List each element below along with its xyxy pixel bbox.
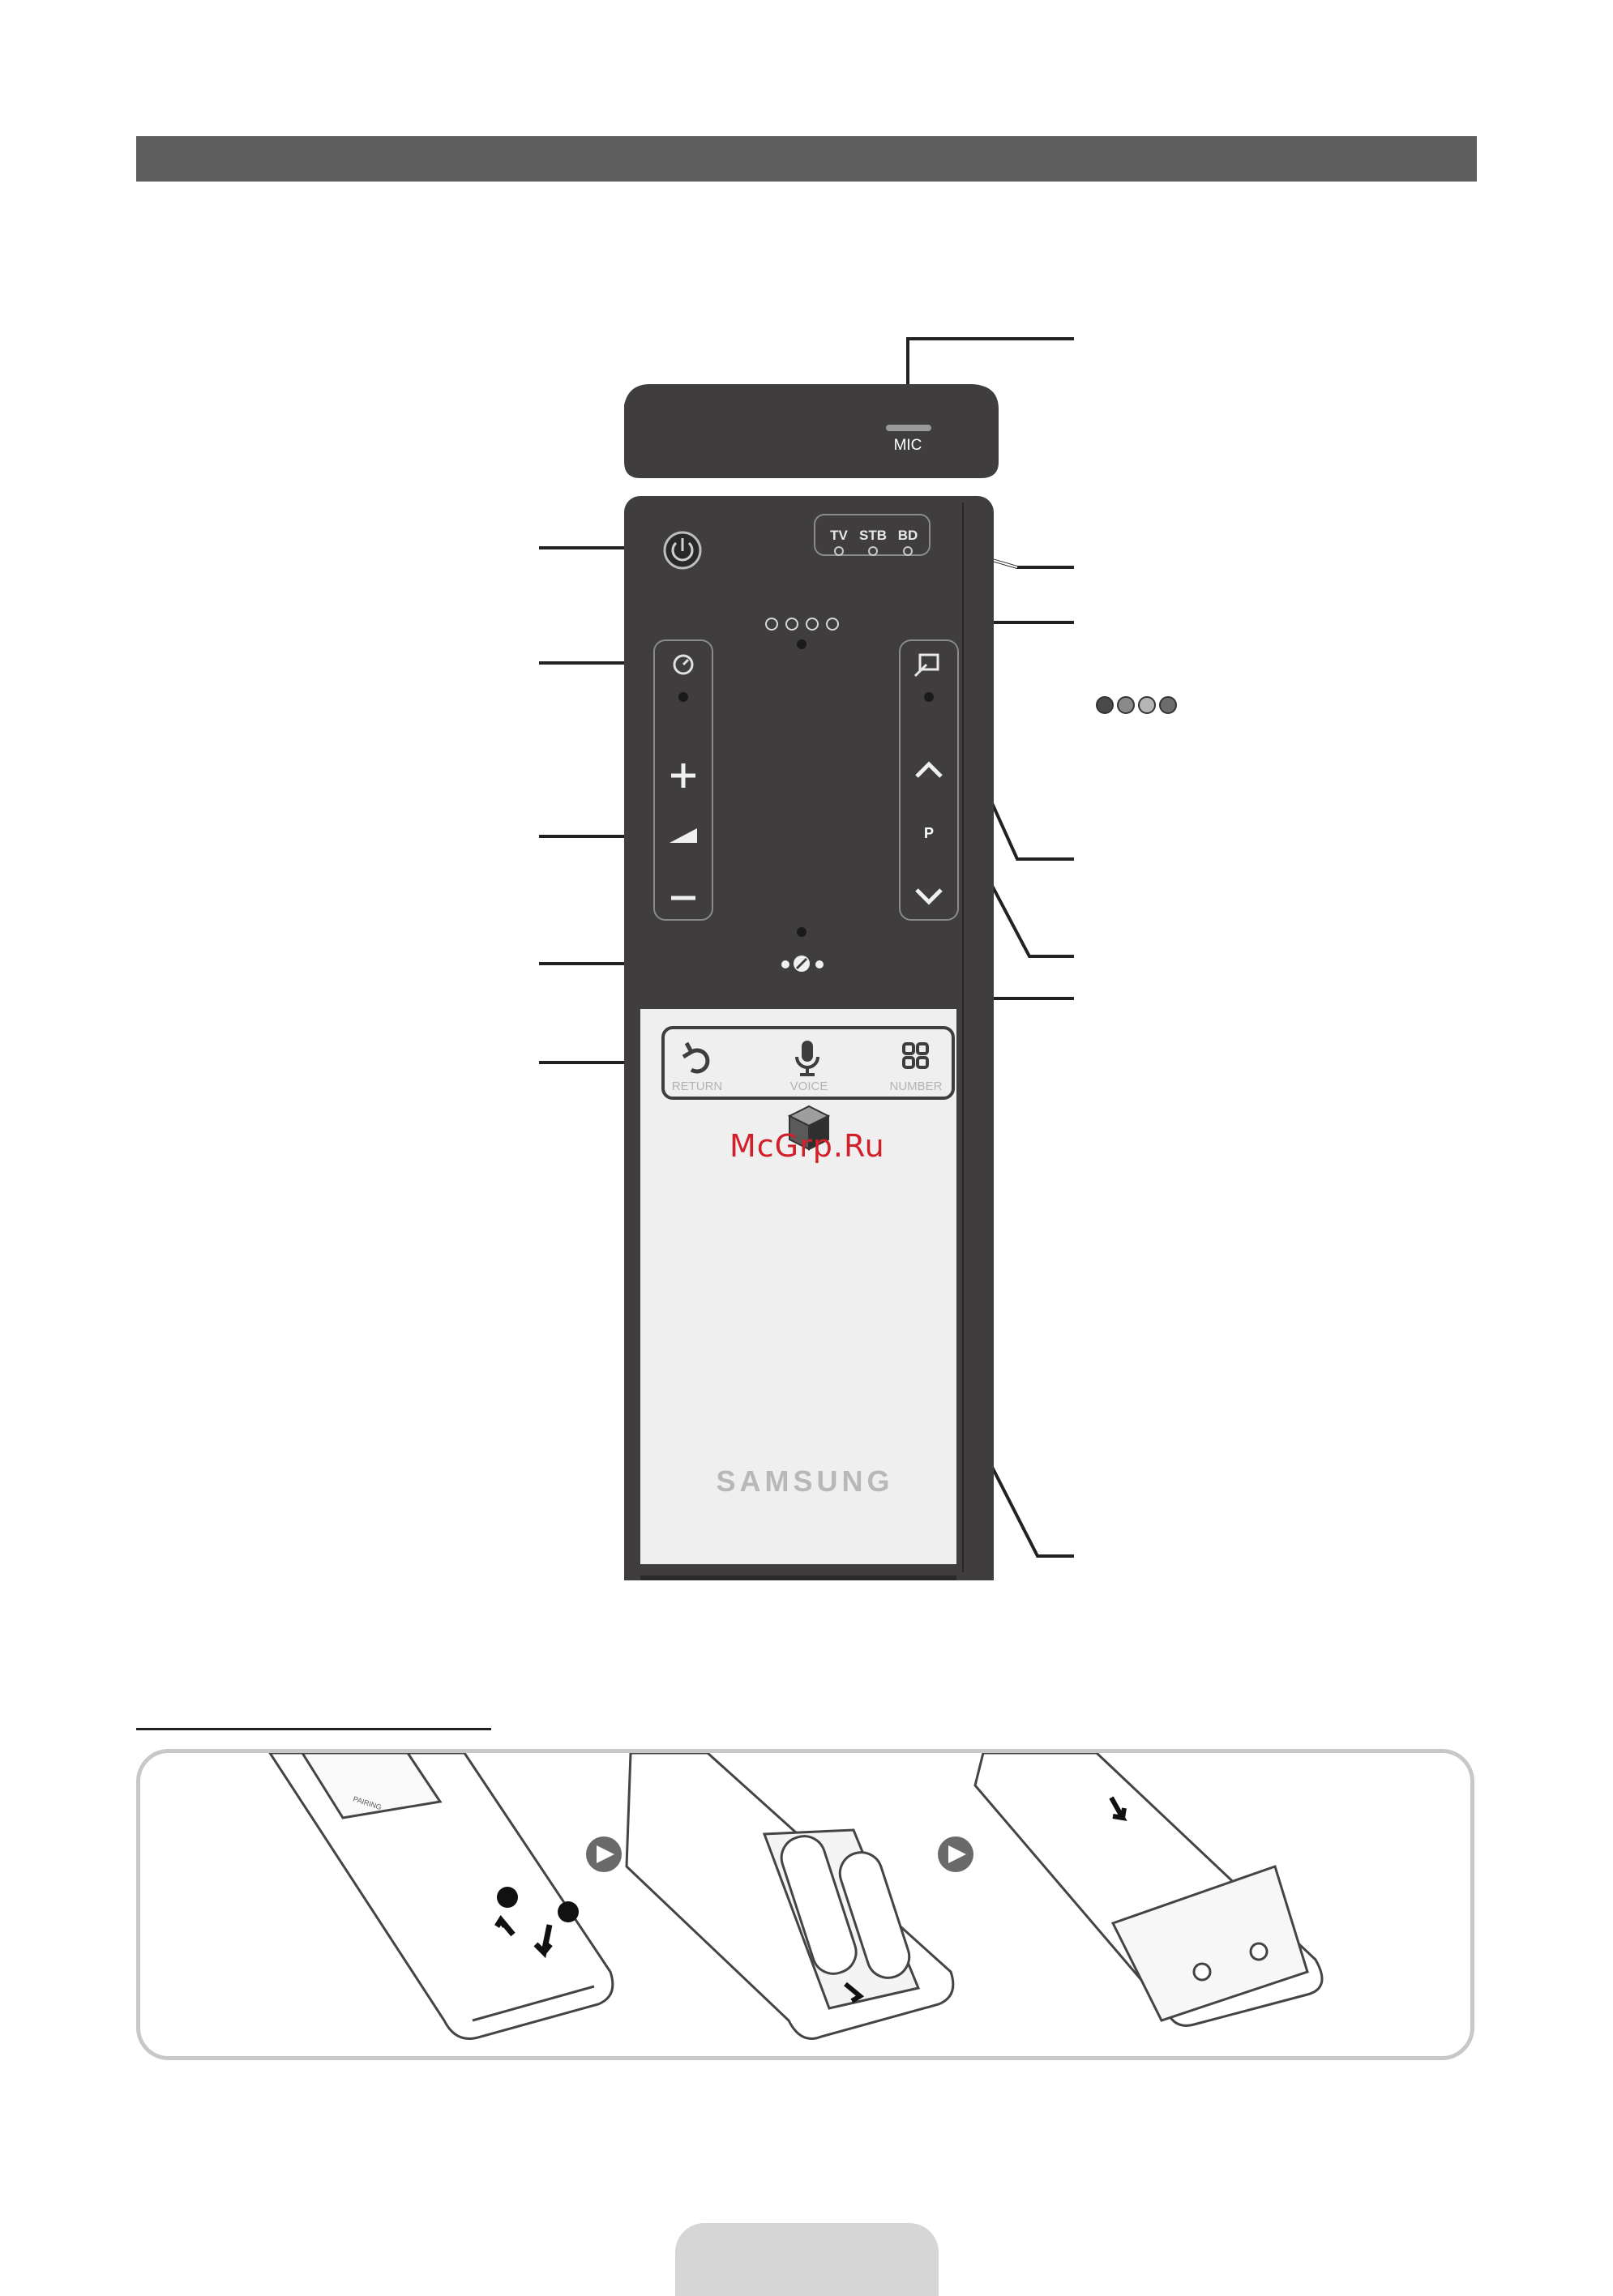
section-divider xyxy=(136,1728,491,1730)
remote-top-cap xyxy=(624,384,999,478)
step-marker-2 xyxy=(558,1901,579,1922)
step-marker-1 xyxy=(497,1887,518,1908)
step1-remote-illustration xyxy=(270,1753,613,2039)
battery-steps-illustration xyxy=(140,1753,1470,2056)
led-label-bd: BD xyxy=(897,528,918,543)
next-step-icon-2 xyxy=(938,1836,973,1872)
mic-label: MIC xyxy=(893,437,922,454)
watermark-text: McGrp.Ru xyxy=(729,1128,885,1164)
step3-remote-illustration xyxy=(975,1753,1322,2025)
number-label: NUMBER xyxy=(889,1080,943,1093)
led-label-stb: STB xyxy=(859,528,887,543)
brand-logo: SAMSUNG xyxy=(716,1464,894,1498)
step2-remote-illustration xyxy=(627,1753,953,2039)
pairing-label: PAIRING xyxy=(352,1794,383,1812)
channel-label: P xyxy=(923,825,935,841)
battery-installation-panel xyxy=(136,1749,1474,2060)
indicator-legend-dots xyxy=(1097,697,1176,713)
power-icon xyxy=(665,532,700,568)
next-step-icon xyxy=(586,1836,622,1872)
return-label: RETURN xyxy=(671,1080,723,1093)
led-label-tv: TV xyxy=(830,528,848,543)
page-number-tab xyxy=(675,2223,939,2296)
voice-label: VOICE xyxy=(789,1080,828,1093)
mic-slot xyxy=(886,425,931,431)
